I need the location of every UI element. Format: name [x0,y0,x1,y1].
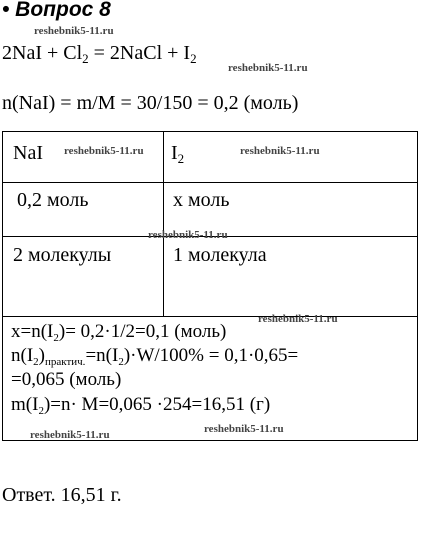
row1-i2: x моль [173,189,230,211]
watermark: reshebnik5-11.ru [34,25,114,37]
question-heading: • Вопрос 8 [2,0,111,21]
calc-text: )= 0,2·1/2=0,1 (моль) [58,321,227,342]
calc-text: n(I [11,345,34,366]
calc-text: m(I [11,394,39,415]
row-divider [3,182,417,183]
calc-line-3: =0,065 (моль) [11,369,122,390]
row2-i2: 1 молекула [173,244,267,266]
row2-nai: 2 молекулы [13,244,112,266]
moles-line: n(NaI) = m/M = 30/150 = 0,2 (моль) [2,92,299,114]
header-i2 [171,142,184,165]
row-divider [3,316,417,317]
watermark: reshebnik5-11.ru [30,429,110,441]
calc-text: )·W/100% = 0,1·0,65= [123,345,299,366]
solution-table [2,131,418,441]
watermark: reshebnik5-11.ru [204,423,284,435]
equation-cl-subscript: 2 [82,51,89,66]
calc-line-4 [11,394,270,416]
watermark: reshebnik5-11.ru [148,229,228,241]
row1-nai: 0,2 моль [17,189,89,211]
calc-subscript: 2 [118,356,124,368]
watermark: reshebnik5-11.ru [240,145,320,157]
calc-subscript: 2 [38,405,44,417]
equation-middle: = 2NaCl + I [88,42,191,64]
header-i2-base: I [171,142,178,164]
calc-text: =n(I [85,345,119,366]
column-divider [163,132,164,316]
calc-line-1 [11,321,226,343]
calc-text: x=n(I [11,321,54,342]
reaction-equation [2,42,197,65]
calc-subscript: 2 [53,332,59,344]
equation-i-subscript: 2 [190,51,197,66]
equation-left: 2NaI + Cl [2,42,83,64]
calc-text: ) [38,345,45,366]
calc-text: )=n· M=0,065 ·254=16,51 (г) [43,394,271,415]
header-nai: NaI [13,142,43,164]
calc-line-2 [11,345,298,367]
calc-subscript: 2 [33,356,39,368]
watermark: reshebnik5-11.ru [228,62,308,74]
calc-subscript: практич. [44,356,86,368]
watermark: reshebnik5-11.ru [64,145,144,157]
answer-line: Ответ. 16,51 г. [2,484,122,506]
watermark: reshebnik5-11.ru [258,313,338,325]
header-i2-subscript: 2 [177,151,185,166]
